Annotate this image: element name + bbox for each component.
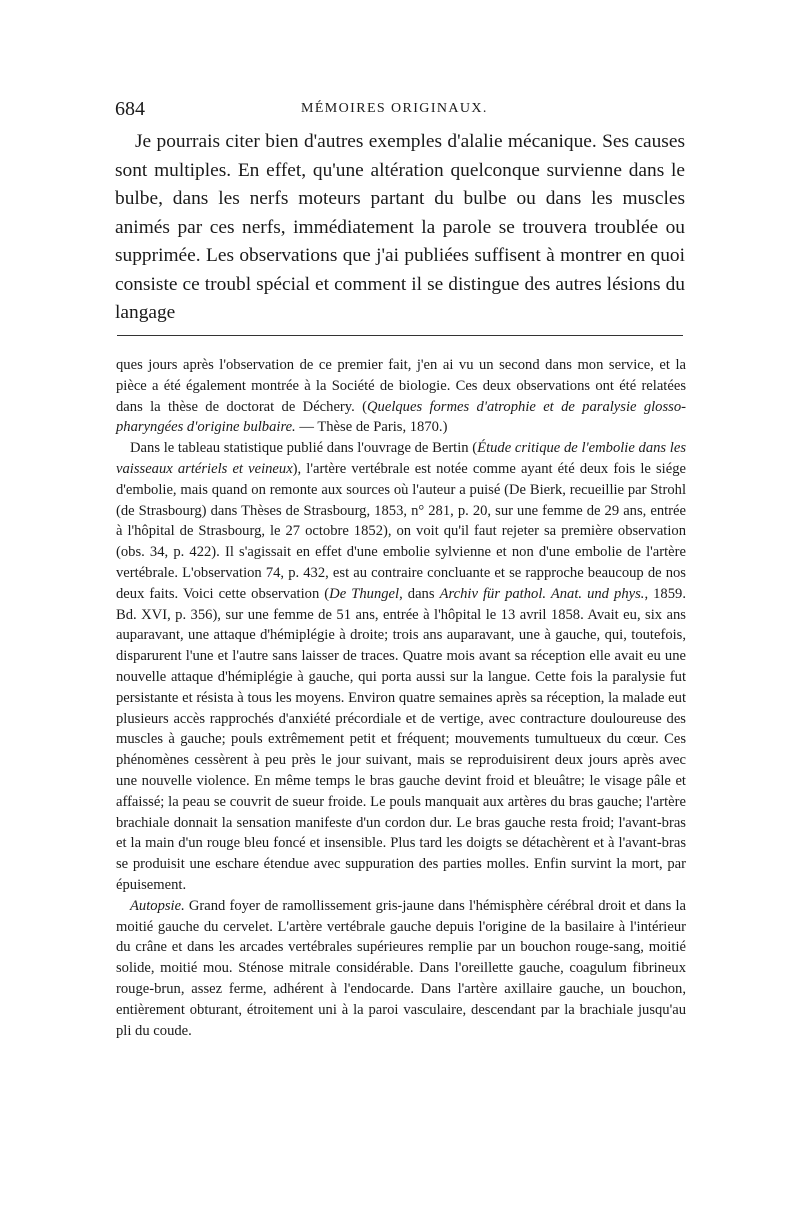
footnote-divider [117,335,683,336]
autopsy-label: Autopsie. [130,897,185,914]
footnote-text: Dans le tableau statistique publié dans l'ouvrage de Bertin ( [130,440,478,457]
footnote-text: — Thèse de Paris, 1870.) [295,419,448,436]
footnote-text: ), l'artère vertébrale est notée comme ayant été deux fois le siége d'embolie, mais quand on remonte aux sources où l'auteur a puisé (De Bierk, recueillie par Strohl (de Strasbourg) dans Thèses de Strasbourg, 1853, n° 281, p. 20, sur une femme de 29 ans, entrée à l'hôpital de Strasbourg, le 27 octobre 1852), on voit qu'il faut rejeter sa première observation (obs. 34, p. 422). Il s'agissait en effet d'une embolie sylvienne et non d'une embolie de l'artère vertébrale. L'observation 74, p. 432, est au contraire concluante et se rapproche beaucoup de nos deux faits. Voici cette observation ( [116,460,686,602]
citation-title: Quelques formes d'atrophie et de paralysie glosso-pharyngées d'origine bulbaire. [116,398,686,436]
footnote-text: , dans [399,585,440,602]
citation-author: De Thungel [329,585,400,602]
footnote-text: ques jours après l'observation de ce premier fait, j'en ai vu un second dans mon service, et la pièce a été également montrée à la Société de biologie. Ces deux observations ont été relatées dans la thèse de doctorat de Déchery. ( [116,357,686,415]
footnote-continuation [116,355,686,438]
autopsy-text: Grand foyer de ramollissement gris-jaune dans l'hémisphère cérébral droit et dans la moitié gauche du cervelet. L'artère vertébrale gauche depuis l'origine de la basilaire à l'intérieur du crâne et dans les arcades vertébrales supérieures remplie par un bouchon rouge-sang, moitié solide, moitié mou. Sténose mitrale considérable. Dans l'oreillette gauche, coagulum fibrineux rouge-brun, assez ferme, adhérent à l'endocarde. Dans l'artère axillaire gauche, un bouchon, entièrement obturant, étroitement uni à la paroi vasculaire, descendant par la brachiale jusqu'au pli du coude. [116,897,686,1039]
main-text-paragraph: Je pourrais citer bien d'autres exemples d'alalie mécanique. Ses causes sont multiples. En effet, qu'une altération quelconque survienne dans le bulbe, dans les nerfs moteurs partant du bulbe ou dans les muscles animés par ces nerfs, immédiatement la parole se trouvera troublée ou supprimée. Les observations que j'ai publiées suffisent à montrer en quoi consiste ce troubl spécial et comment il se distingue des autres lésions du langage [115,131,685,323]
autopsy-paragraph [116,896,686,1042]
footnote-paragraph [116,438,686,896]
page-header [115,98,685,122]
citation-title: Étude critique de l'embolie dans les vaisseaux artériels et veineux [116,440,687,477]
footnote-block [116,355,686,1041]
running-head: MÉMOIRES ORIGINAUX. [301,101,488,116]
footnote-text: , 1859. Bd. XVI, p. 356), sur une femme de 51 ans, entrée à l'hôpital le 13 avril 1858. Avait eu, six ans auparavant, une attaque d'hémiplégie à droite; trois ans auparavant, une à gauche, qui, toutefois, disparurent l'une et l'autre sans laisser de traces. Quatre mois avant sa réception elle avait eu une nouvelle attaque d'hémiplégie à gauche, qui porta aussi sur la langue. Cette fois la paralysie fut persistante et résista à tous les moyens. Environ quatre semaines après sa réception, la malade eut plusieurs accès rapprochés d'anxiété précordiale et de vertige, avec contracture douloureuse des muscles à gauche; pouls extrêmement petit et fréquent; mouvements tumultueux du cœur. Ces phénomènes cessèrent à peu près le jour suivant, mais se reproduisirent deux jours après avec une nouvelle violence. En même temps le bras gauche devint froid et bleuâtre; le visage pâle et affaissé; la peau se couvrit de sueur froide. Le pouls manquait aux artères du bras gauche; l'artère brachiale donnait la sensation manifeste d'un cordon dur. Le bras gauche resta froid; l'avant-bras et la main d'un rouge bleu foncé et insensible. Plus tard les doigts se détachèrent et à l'avant-bras se produisit une eschare étendue avec suppuration des parties molles. Enfin survint la mort, par épuisement. [116,585,686,893]
page-number: 684 [115,98,145,120]
citation-journal: Archiv für pathol. Anat. und phys. [439,585,645,602]
